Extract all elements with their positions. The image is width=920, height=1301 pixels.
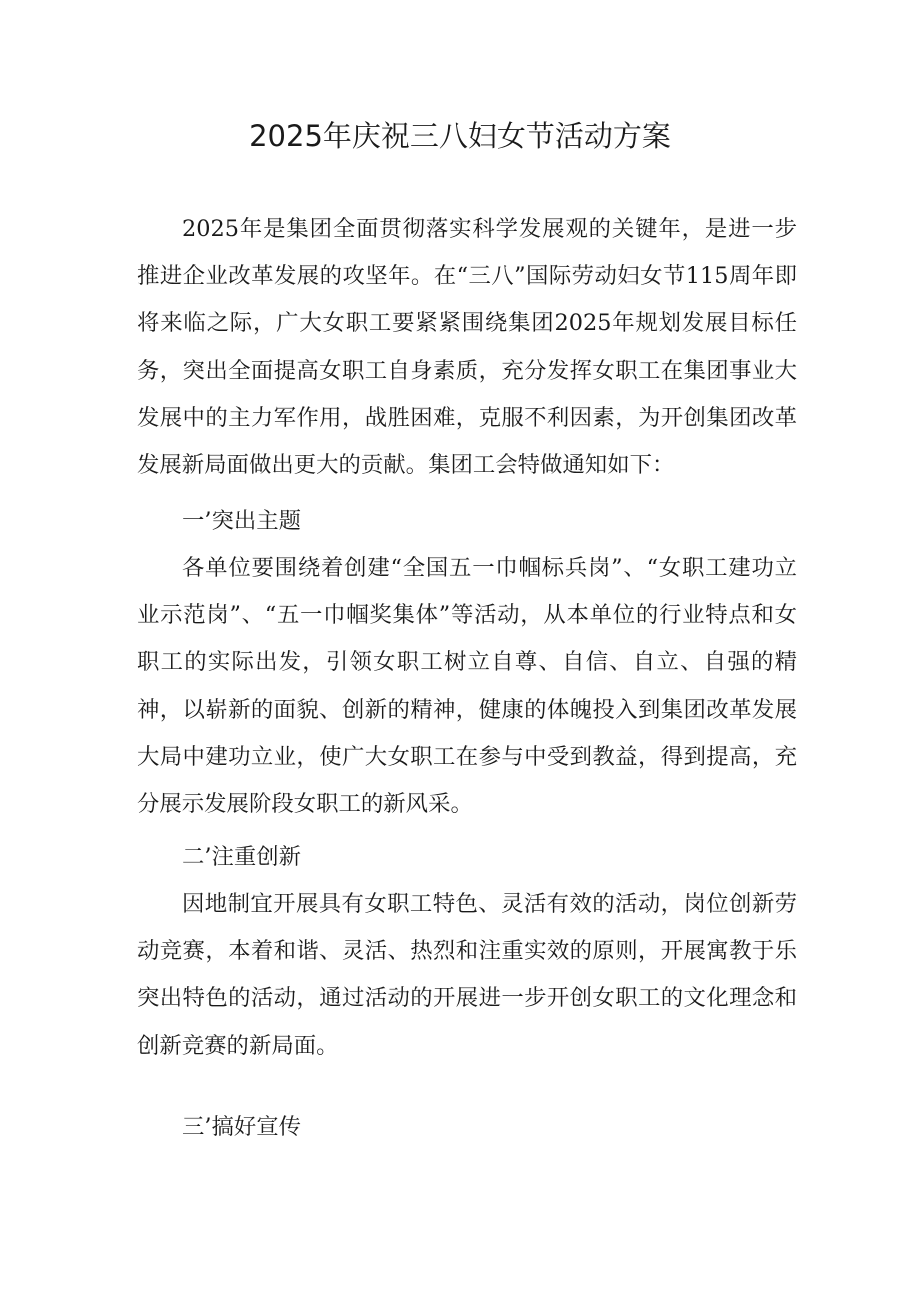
section-body-1: 各单位要围绕着创建“全国五一巾帼标兵岗”、“女职工建功立业示范岗”、“五一巾帼奖集体”等活动，从本单位的行业特点和女职工的实际出发，引领女职工树立自尊、自信、自立、自强的精神，以崭新的面貌、创新的精神，健康的体魄投入到集团改革发展大局中建功立业，使广大女职工在参与中受到教益，得到提高，充分展示发展阶段女职工的新风采。 xyxy=(137,555,797,818)
document-title: 2025年庆祝三八妇女节活动方案 xyxy=(249,119,671,153)
section-heading-1: 一’突出主题 xyxy=(182,508,302,534)
intro-paragraph: 2025年是集团全面贯彻落实科学发展观的关键年，是进一步推进企业改革发展的攻坚年。在“三八”国际劳动妇女节115周年即将来临之际，广大女职工要紧紧围绕集团2025年规划发展目标任务，突出全面提高女职工自身素质，充分发挥女职工在集团事业大发展中的主力军作用，战胜困难，克服不利因素，为开创集团改革发展新局面做出更大的贡献。集团工会特做通知如下： xyxy=(137,216,797,479)
section-body-2: 因地制宜开展具有女职工特色、灵活有效的活动，岗位创新劳动竞赛，本着和谐、灵活、热烈和注重实效的原则，开展寓教于乐突出特色的活动，通过活动的开展进一步开创女职工的文化理念和创新竞赛的新局面。 xyxy=(137,891,797,1059)
section-heading-2: 二’注重创新 xyxy=(182,844,302,870)
section-heading-3: 三’搞好宣传 xyxy=(182,1114,302,1140)
